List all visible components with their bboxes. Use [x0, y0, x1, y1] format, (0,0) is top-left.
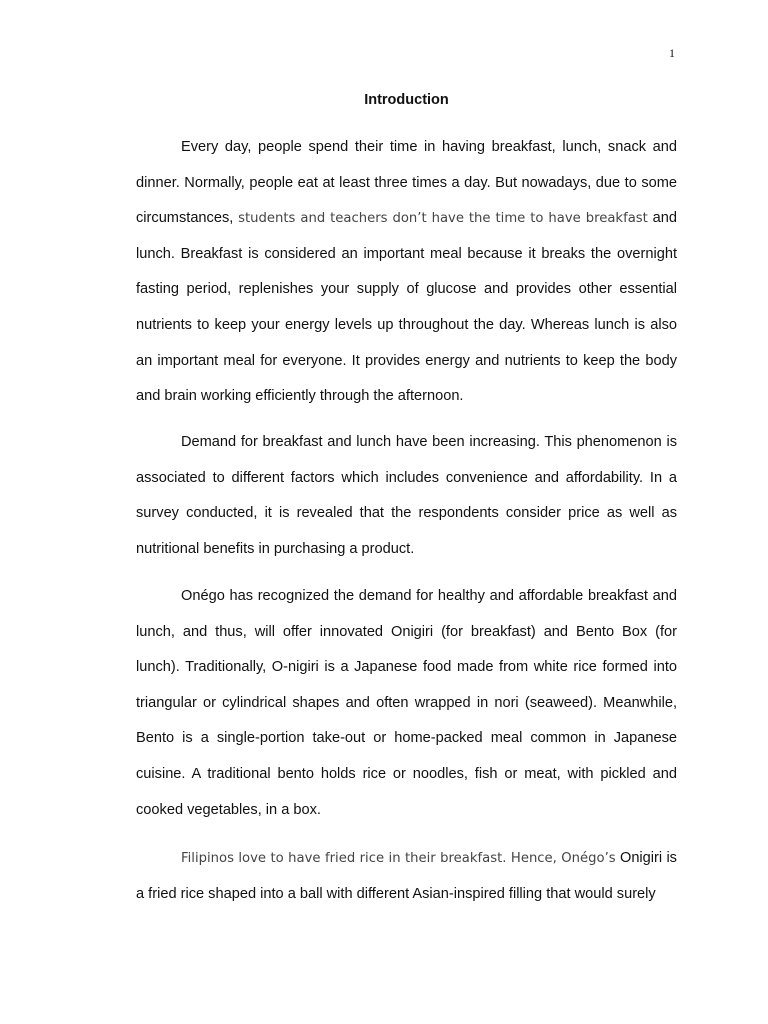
paragraph-intro — [136, 130, 677, 415]
page-title: Introduction — [364, 92, 449, 108]
paragraph-filipinos-text-a: Filipinos love to have fried rice in their breakfast. Hence, Onégo’s — [181, 851, 616, 866]
paragraph-demand: Demand for breakfast and lunch have been increasing. This phenomenon is associated to different factors which includes convenience and affordability. In a survey conducted, it is revealed that the respondents consider price as well as nutritional benefits in purchasing a product. — [136, 434, 677, 557]
paragraph-intro-text-a: Every day, people spend their time in having breakfast, lunch, snack and dinner. Normally, people eat at least three times a day. But nowadays, due to some circumstances, — [136, 139, 677, 227]
paragraph-filipinos — [136, 841, 677, 912]
paragraph-intro-text-b: students and teachers don’t have the time to have breakfast — [238, 211, 648, 227]
paragraph-intro-text-c: and lunch. Breakfast is considered an important meal because it breaks the overnight fasting period, replenishes your supply of glucose and provides other essential nutrients to keep your energy levels up throughout the day. Whereas lunch is also an important meal for everyone. It provides energy and nutrients to keep the body and brain working efficiently through the afternoon. — [136, 210, 678, 405]
paragraph-filipinos-text-b: Onigiri is a fried rice shaped into a ball with different Asian-inspired filling that would surely — [136, 850, 677, 902]
page-number: 1 — [669, 46, 675, 60]
paragraph-onego: Onégo has recognized the demand for healthy and affordable breakfast and lunch, and thus, will offer innovated Onigiri (for breakfast) and Bento Box (for lunch). Traditionally, O-nigiri is a Japanese food made from white rice formed into triangular or cylindrical shapes and often wrapped in nori (seaweed). Meanwhile, Bento is a single-portion take-out or home-packed meal common in Japanese cuisine. A traditional bento holds rice or noodles, fish or meat, with pickled and cooked vegetables, in a box. — [136, 588, 677, 818]
